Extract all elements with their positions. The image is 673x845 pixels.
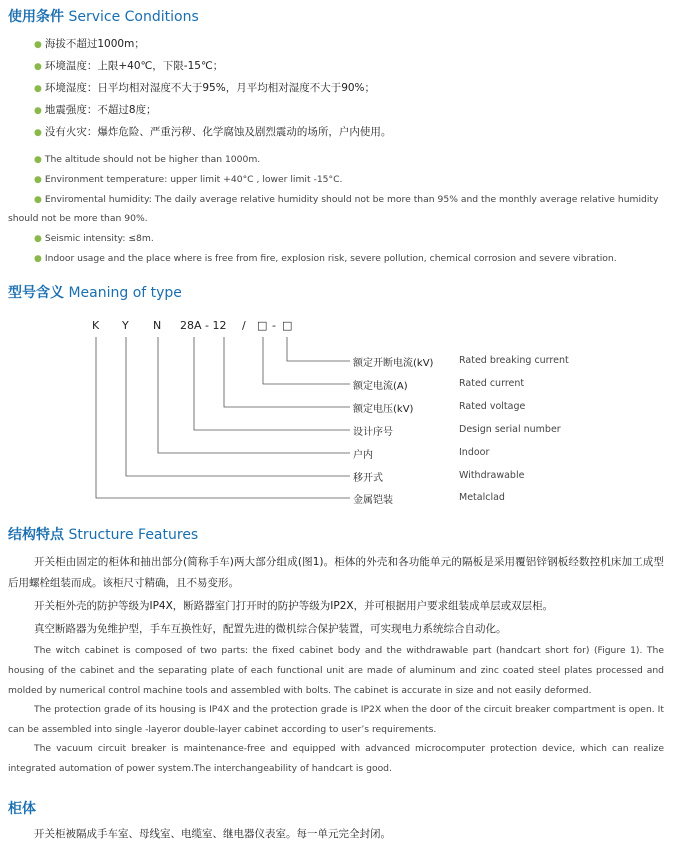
code-y: Y [122,319,129,332]
label-cn: 户内 [353,450,373,461]
heading-en: Meaning of type [68,285,182,301]
label-en: Rated current [459,378,525,389]
label-cn: 额定电流(A) [353,381,408,392]
label-en: Rated breaking current [459,355,569,366]
list-item: ● Indoor usage and the place where is free from fire, explosion risk, severe pollution, chemical corrosion and severe vibration. [34,253,617,264]
paragraph-cn: 开关柜外壳的防护等级为IP4X，断路器室门打开时的防护等级为IP2X，并可根据用户要求组装成单层或双层柜。 [34,600,554,612]
bullet-dot-icon: ● [34,106,42,116]
paragraph-en: The witch cabinet is composed of two parts: the fixed cabinet body and the withdrawable part (handcart short for) (Figure 1). The housing of the cabinet and the separating plate of each functional unit are made of aluminum and zinc coated steel plates processed and molded by numerical control machine tools and assembled with bolts. The cabinet is accurate in size and not easily deformed. [8,645,664,696]
bullet-dot-icon: ● [34,175,42,185]
heading-en: Structure Features [68,527,199,543]
bullet-dot-icon: ● [34,195,42,205]
list-item: ● 海拔不超过1000m； [34,38,145,50]
bullet-dot-icon: ● [34,234,42,244]
bullet-dot-icon: ● [34,254,42,264]
label-cn: 金属铠装 [353,495,393,506]
paragraph-cn: 开关柜被隔成手车室、母线室、电缆室、继电器仪表室。每一单元完全封闭。 [34,828,391,840]
code-28a-12: 28A - 12 [180,319,227,332]
label-cn: 设计序号 [353,427,393,438]
list-item: ● Seismic intensity: ≤8m. [34,233,154,244]
code-box-2: □ [282,319,293,332]
code-box-1: □ [257,319,268,332]
bullet-dot-icon: ● [34,84,42,94]
bullet-dot-icon: ● [34,155,42,165]
heading-cn: 柜体 [8,801,36,817]
paragraph-en: The vacuum circuit breaker is maintenance-free and equipped with advanced microcomputer protection device, which can realize integrated automation of power system.The interchangeability of handcart is good. [8,743,664,774]
leader-line [263,337,350,384]
code-slash: / [242,319,246,332]
paragraph-cn: 开关柜由固定的柜体和抽出部分(简称手车)两大部分组成(图1)。柜体的外壳和各功能单元的隔板是采用覆铝锌钢板经数控机床加工成型后用螺栓组装而成。该柜尺寸精确，且不易变形。 [8,556,664,589]
code-k: K [92,319,100,332]
code-n: N [153,319,162,332]
bullet-dot-icon: ● [34,40,42,50]
leader-line [158,337,350,453]
heading-cn: 使用条件 [8,9,64,25]
heading-cn: 结构特点 [8,527,64,543]
leader-line [194,337,350,430]
list-item: ● 环境温度：上限+40℃，下限-15℃； [34,60,224,72]
label-en: Withdrawable [459,470,525,481]
label-cn: 额定开断电流(kV) [353,358,434,369]
label-cn: 移开式 [353,473,383,484]
list-item: ● 没有火灾：爆炸危险、严重污秽、化学腐蚀及剧烈震动的场所，户内使用。 [34,126,392,138]
cabinet-heading [8,798,36,818]
bullet-dot-icon: ● [34,62,42,72]
paragraph-en: The protection grade of its housing is IP4X and the protection grade is IP2X when the door of the circuit breaker compartment is open. It can be assembled into single -layeror double-layer cabinet according to user’s requirements. [8,704,664,735]
list-item-continued: should not be more than 90%. [8,213,148,224]
label-en: Indoor [459,447,490,458]
list-item: ● The altitude should not be higher than 1000m. [34,154,261,165]
label-en: Design serial number [459,424,561,435]
leader-line [126,337,350,476]
list-item: ● Enviromental humidity: The daily average relative humidity should not be more than 95% and the monthly average relative humidity [34,194,659,205]
list-item: ● 环境湿度：日平均相对湿度不大于95%，月平均相对湿度不大于90%； [34,82,376,94]
list-item: ● 地震强度：不超过8度； [34,104,157,116]
heading-en: Service Conditions [68,9,199,25]
list-item: ● Environment temperature: upper limit +40°C , lower limit -15°C. [34,174,343,185]
label-en: Rated voltage [459,401,526,412]
label-cn: 额定电压(kV) [353,404,414,415]
heading-cn: 型号含义 [8,285,64,301]
leader-line [287,337,350,361]
bullet-dot-icon: ● [34,128,42,138]
code-dash: - [272,319,276,332]
structure-features-heading [8,524,198,544]
paragraph-cn: 真空断路器为免维护型，手车互换性好，配置先进的微机综合保护装置，可实现电力系统综合自动化。 [34,623,507,635]
label-en: Metalclad [459,492,505,503]
